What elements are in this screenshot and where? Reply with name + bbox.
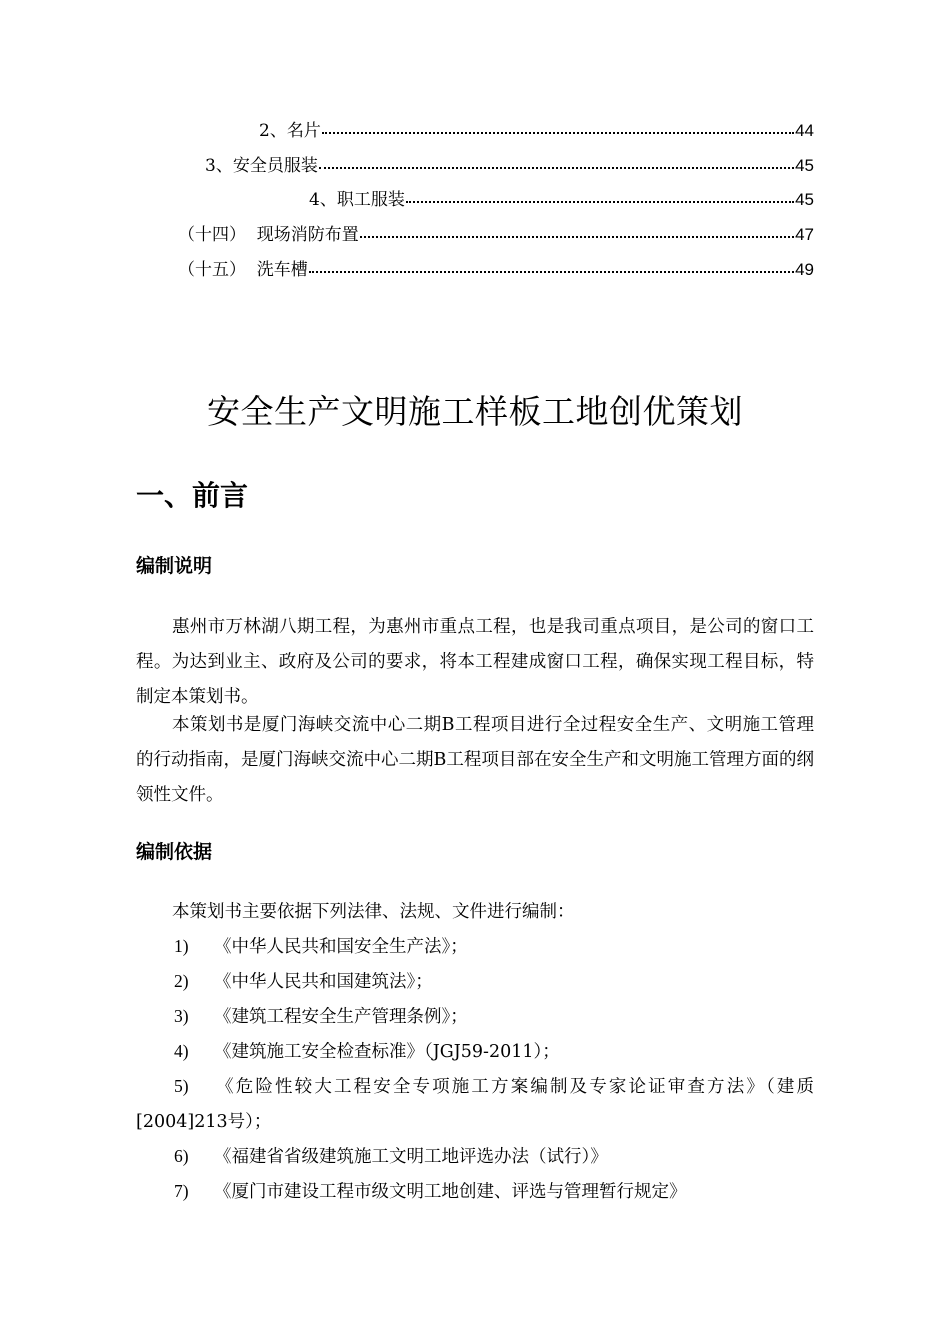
toc-entry-page: 45 (795, 190, 814, 209)
list-item-number: 1) (174, 936, 189, 956)
list-item-text: 《建筑工程安全生产管理条例》； (214, 1007, 468, 1027)
list-item-text: 《厦门市建设工程市级文明工地创建、评选与管理暂行规定》 (214, 1182, 687, 1202)
subsection-heading: 编制说明 (136, 555, 213, 577)
list-item-text: 《危险性较大工程安全专项施工方案编制及专家论证审查方法》（建质[2004]213号）； (136, 1077, 814, 1132)
list-item (136, 964, 814, 1000)
toc-entry[interactable] (205, 151, 814, 177)
body-paragraph: 本策划书是厦门海峡交流中心二期B工程项目进行全过程安全生产、文明施工管理的行动指南，是厦门海峡交流中心二期B工程项目部在安全生产和文明施工管理方面的纲领性文件。 (136, 715, 814, 805)
list-item-number: 6) (174, 1146, 189, 1166)
toc-leader-dots (322, 114, 794, 134)
body-paragraph: 惠州市万林湖八期工程，为惠州市重点工程，也是我司重点项目，是公司的窗口工程。为达到业主、政府及公司的要求，将本工程建成窗口工程，确保实现工程目标，特制定本策划书。 (136, 617, 814, 707)
list-item-text: 《中华人民共和国安全生产法》； (214, 937, 468, 957)
toc-entry-page: 45 (795, 156, 814, 175)
toc-entry-label: 4、职工服装 (309, 190, 405, 210)
toc-entry-label: （十五） 洗车槽 (178, 260, 308, 280)
toc-leader-dots (309, 253, 794, 273)
list-item-text: 《福建省省级建筑施工文明工地评选办法（试行）》 (214, 1147, 608, 1167)
toc-entry-label: （十四） 现场消防布置 (178, 225, 359, 245)
section-heading: 一、前言 (136, 479, 249, 512)
list-item (136, 929, 814, 965)
list-item-text: 《建筑施工安全检查标准》（JGJ59-2011）； (214, 1042, 560, 1062)
subsection-heading: 编制依据 (136, 841, 213, 863)
toc-entry-label: 2、名片 (259, 121, 321, 141)
toc-leader-dots (360, 218, 794, 238)
body-paragraph: 本策划书主要依据下列法律、法规、文件进行编制： (172, 902, 575, 922)
toc-entry-page: 49 (795, 260, 814, 279)
list-item-number: 7) (174, 1181, 189, 1201)
list-item-number: 4) (174, 1041, 189, 1061)
document-title: 安全生产文明施工样板工地创优策划 (207, 392, 743, 431)
toc-entry-label: 3、安全员服装 (205, 156, 318, 176)
list-item (136, 999, 814, 1035)
toc-entry[interactable] (259, 116, 814, 142)
list-item-number: 3) (174, 1006, 189, 1026)
toc-entry[interactable] (178, 220, 814, 246)
toc-entry[interactable] (309, 185, 814, 211)
toc-leader-dots (319, 149, 794, 169)
list-item-text: 《中华人民共和国建筑法》； (214, 972, 433, 992)
list-item-number: 5) (174, 1076, 189, 1096)
list-item-number: 2) (174, 971, 189, 991)
list-item (136, 1139, 814, 1175)
list-item (136, 1034, 814, 1070)
toc-entry-page: 47 (795, 225, 814, 244)
toc-leader-dots (406, 183, 794, 203)
toc-entry[interactable] (178, 255, 814, 281)
list-item (136, 1174, 814, 1210)
toc-entry-page: 44 (795, 121, 814, 140)
list-item (136, 1069, 814, 1140)
